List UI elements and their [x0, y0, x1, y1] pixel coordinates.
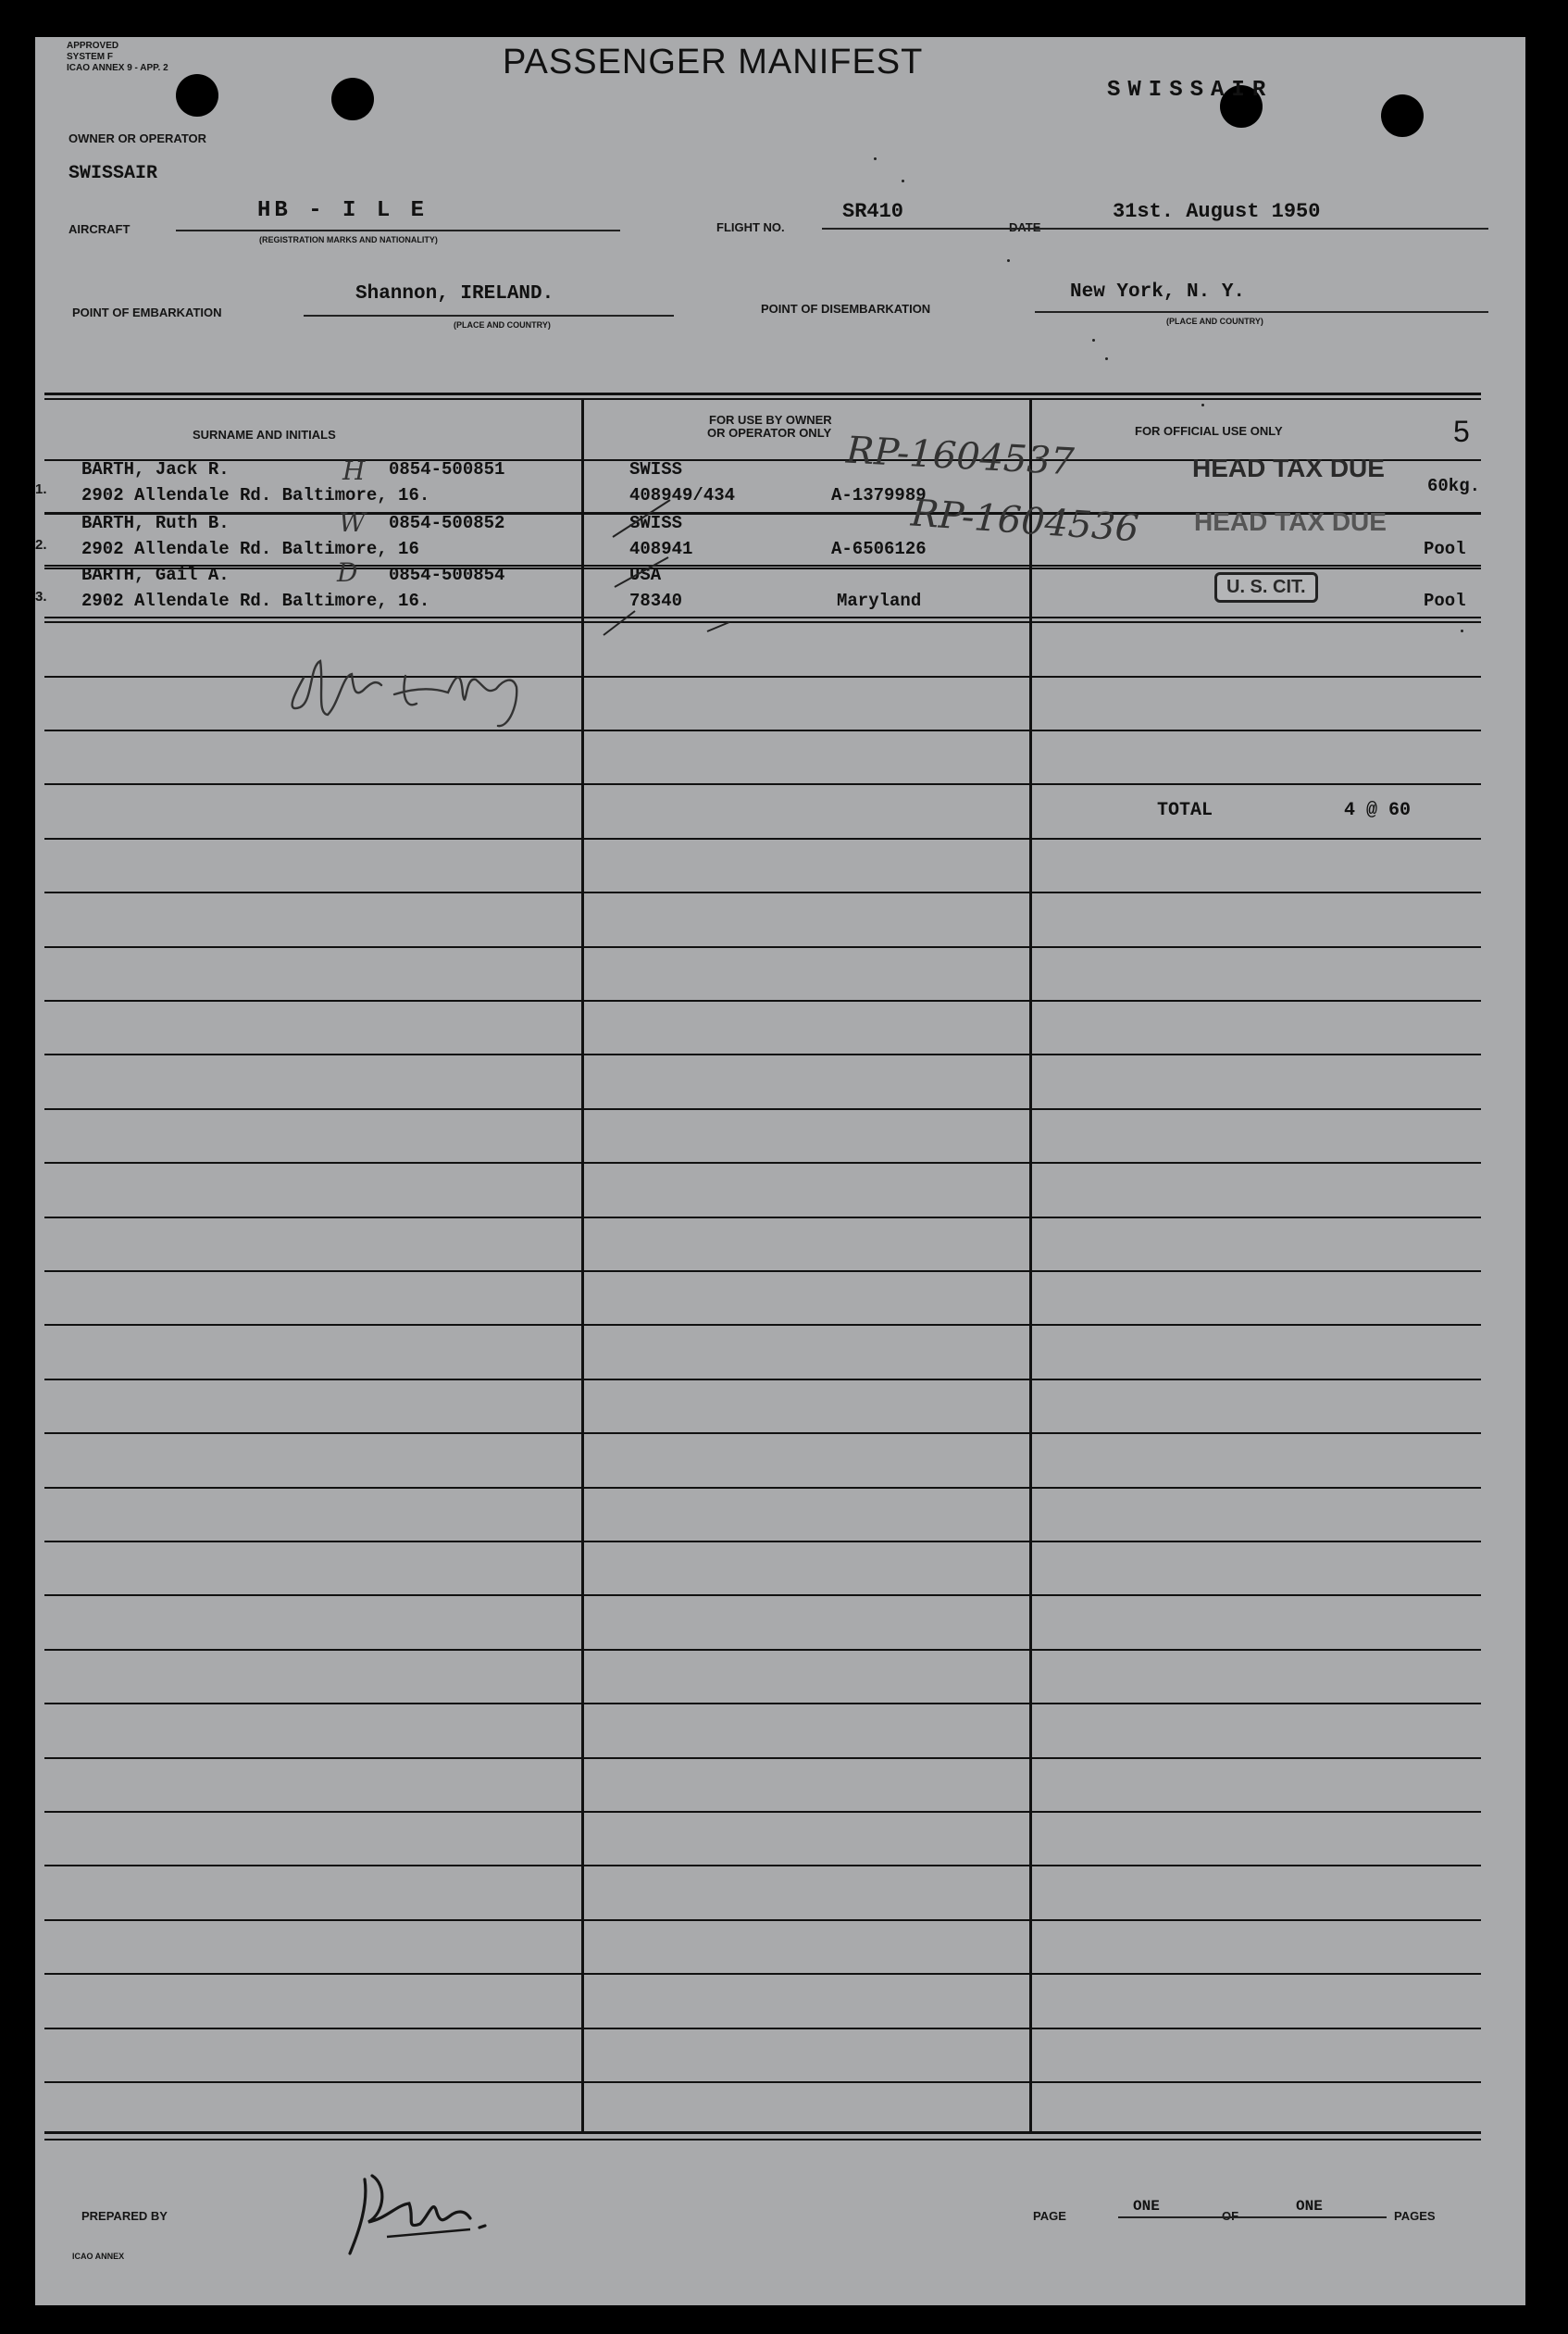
approval-line-1: APPROVED [67, 41, 119, 51]
aircraft-sublabel: (REGISTRATION MARKS AND NATIONALITY) [259, 235, 438, 244]
passenger-1-ticket: 0854-500851 [389, 459, 505, 480]
ruled-line [44, 1270, 1481, 1272]
ruled-line [44, 892, 1481, 893]
ruled-line [44, 2081, 1481, 2083]
page-title: PASSENGER MANIFEST [503, 43, 924, 81]
prepared-by-label: PREPARED BY [81, 2209, 168, 2223]
table-top-rule-2 [44, 398, 1481, 400]
ruled-line [44, 1649, 1481, 1651]
col-header-owner-use-2: OR OPERATOR ONLY [707, 426, 832, 440]
page-label: PAGE [1033, 2209, 1066, 2223]
column-divider-2 [1029, 400, 1032, 2133]
passenger-3-status-stamp: U. S. CIT. [1214, 572, 1318, 603]
embarkation-underline [304, 315, 674, 317]
passenger-1-nationality: SWISS [629, 459, 683, 480]
ruled-line [44, 1811, 1481, 1813]
page-number: ONE [1133, 2198, 1160, 2215]
flight-no-value: SR410 [842, 200, 904, 223]
passenger-1-alien-no: A-1379989 [831, 485, 927, 505]
ruled-line [44, 838, 1481, 840]
ruled-line [44, 1865, 1481, 1866]
passenger-2-remark: Pool [1424, 539, 1466, 559]
approval-line-3: ICAO ANNEX 9 - APP. 2 [67, 63, 168, 73]
passenger-2-name: BARTH, Ruth B. [81, 513, 230, 533]
table-top-rule-1 [44, 393, 1481, 395]
dust-speck [1007, 259, 1010, 262]
col-header-owner-use-1: FOR USE BY OWNER [709, 413, 832, 427]
ruled-line [44, 1703, 1481, 1704]
page-underline [1118, 2216, 1387, 2218]
approval-line-2: SYSTEM F [67, 52, 114, 62]
passenger-2-ticket: 0854-500852 [389, 513, 505, 533]
passenger-3-state: Maryland [837, 591, 922, 611]
inspector-signature [267, 639, 702, 731]
prepared-by-signature [331, 2157, 572, 2268]
row-check-marks [591, 472, 813, 657]
passenger-3-nationality: USA [629, 565, 662, 585]
passenger-2-nationality: SWISS [629, 513, 683, 533]
ruled-line [44, 1432, 1481, 1434]
dust-speck [902, 180, 904, 182]
passenger-1-tax-stamp: HEAD TAX DUE [1192, 454, 1385, 482]
passenger-1-document: 408949/434 [629, 485, 736, 505]
passenger-3-ticket: 0854-500854 [389, 565, 505, 585]
ruled-line [44, 676, 1481, 678]
passenger-3-annotation: D [337, 557, 358, 588]
embarkation-label: POINT OF EMBARKATION [72, 306, 222, 319]
passenger-1-rp-number: RP-1604537 [844, 429, 1076, 484]
aircraft-underline [176, 230, 620, 231]
ruled-line [44, 1217, 1481, 1218]
row-number-2: 2. [35, 537, 47, 553]
passenger-3-remark: Pool [1424, 591, 1466, 611]
ruled-line [44, 1162, 1481, 1164]
disembarkation-value: New York, N. Y. [1070, 281, 1246, 303]
ruled-line [44, 1324, 1481, 1326]
dust-speck [1201, 404, 1204, 406]
col-header-surname: SURNAME AND INITIALS [193, 428, 336, 442]
ruled-line [44, 1379, 1481, 1380]
ruled-line [44, 1541, 1481, 1542]
punch-hole-left-2 [331, 78, 374, 120]
ruled-line [44, 1919, 1481, 1921]
ruled-line [44, 1757, 1481, 1759]
row-number-1: 1. [35, 481, 47, 497]
passenger-2-tax-stamp: HEAD TAX DUE [1194, 507, 1387, 536]
flight-no-label: FLIGHT NO. [716, 220, 785, 234]
ruled-line [44, 1054, 1481, 1055]
passenger-3-name: BARTH, Gail A. [81, 565, 230, 585]
page-marker: 5 [1453, 415, 1470, 448]
ruled-line [44, 1594, 1481, 1596]
ruled-line [44, 783, 1481, 785]
aircraft-label: AIRCRAFT [68, 222, 131, 236]
ruled-line [44, 1487, 1481, 1489]
ruled-line [44, 730, 1481, 731]
owner-value: SWISSAIR [68, 163, 158, 184]
dust-speck [1092, 339, 1095, 342]
owner-label: OWNER OR OPERATOR [68, 131, 207, 145]
passenger-1-annotation: H [342, 456, 366, 486]
ruled-line [44, 946, 1481, 948]
page-total: ONE [1296, 2198, 1323, 2215]
col-header-official-use: FOR OFFICIAL USE ONLY [1135, 424, 1283, 438]
passenger-1-name: BARTH, Jack R. [81, 459, 230, 480]
manifest-sheet [35, 37, 1525, 2305]
ruled-line [44, 1973, 1481, 1975]
total-value: 4 @ 60 [1344, 800, 1412, 821]
dust-speck [1461, 630, 1463, 632]
row-number-3: 3. [35, 589, 47, 605]
passenger-2-address: 2902 Allendale Rd. Baltimore, 16 [81, 539, 419, 559]
passenger-2-annotation: W [339, 507, 366, 538]
passenger-3-address: 2902 Allendale Rd. Baltimore, 16. [81, 591, 430, 611]
dust-speck [874, 157, 877, 160]
form-number: ICAO ANNEX [72, 2252, 125, 2261]
table-bottom-rule-1 [44, 2131, 1481, 2134]
flight-date-underline [822, 228, 1488, 230]
passenger-2-alien-no: A-6506126 [831, 539, 927, 559]
date-value: 31st. August 1950 [1113, 200, 1321, 223]
dust-speck [1105, 357, 1108, 360]
passenger-2-rp-number: RP-1604536 [909, 492, 1140, 551]
pages-label: PAGES [1394, 2209, 1436, 2223]
aircraft-value: HB - I L E [257, 198, 429, 223]
disembarkation-label: POINT OF DISEMBARKATION [761, 302, 931, 316]
ruled-line [44, 1000, 1481, 1002]
passenger-1-remark: 60kg. [1427, 476, 1481, 496]
punch-hole-right-2 [1381, 94, 1424, 137]
airline-header: SWISSAIR [1107, 78, 1274, 103]
embarkation-sublabel: (PLACE AND COUNTRY) [454, 320, 551, 330]
passenger-1-address: 2902 Allendale Rd. Baltimore, 16. [81, 485, 430, 505]
passenger-2-document: 408941 [629, 539, 693, 559]
ruled-line [44, 1108, 1481, 1110]
embarkation-value: Shannon, IRELAND. [355, 283, 554, 305]
passenger-3-document: 78340 [629, 591, 683, 611]
ruled-line [44, 2028, 1481, 2029]
disembarkation-underline [1035, 311, 1488, 313]
total-label: TOTAL [1157, 800, 1213, 821]
punch-hole-left-1 [176, 74, 218, 117]
disembarkation-sublabel: (PLACE AND COUNTRY) [1166, 317, 1263, 326]
table-bottom-rule-2 [44, 2139, 1481, 2141]
